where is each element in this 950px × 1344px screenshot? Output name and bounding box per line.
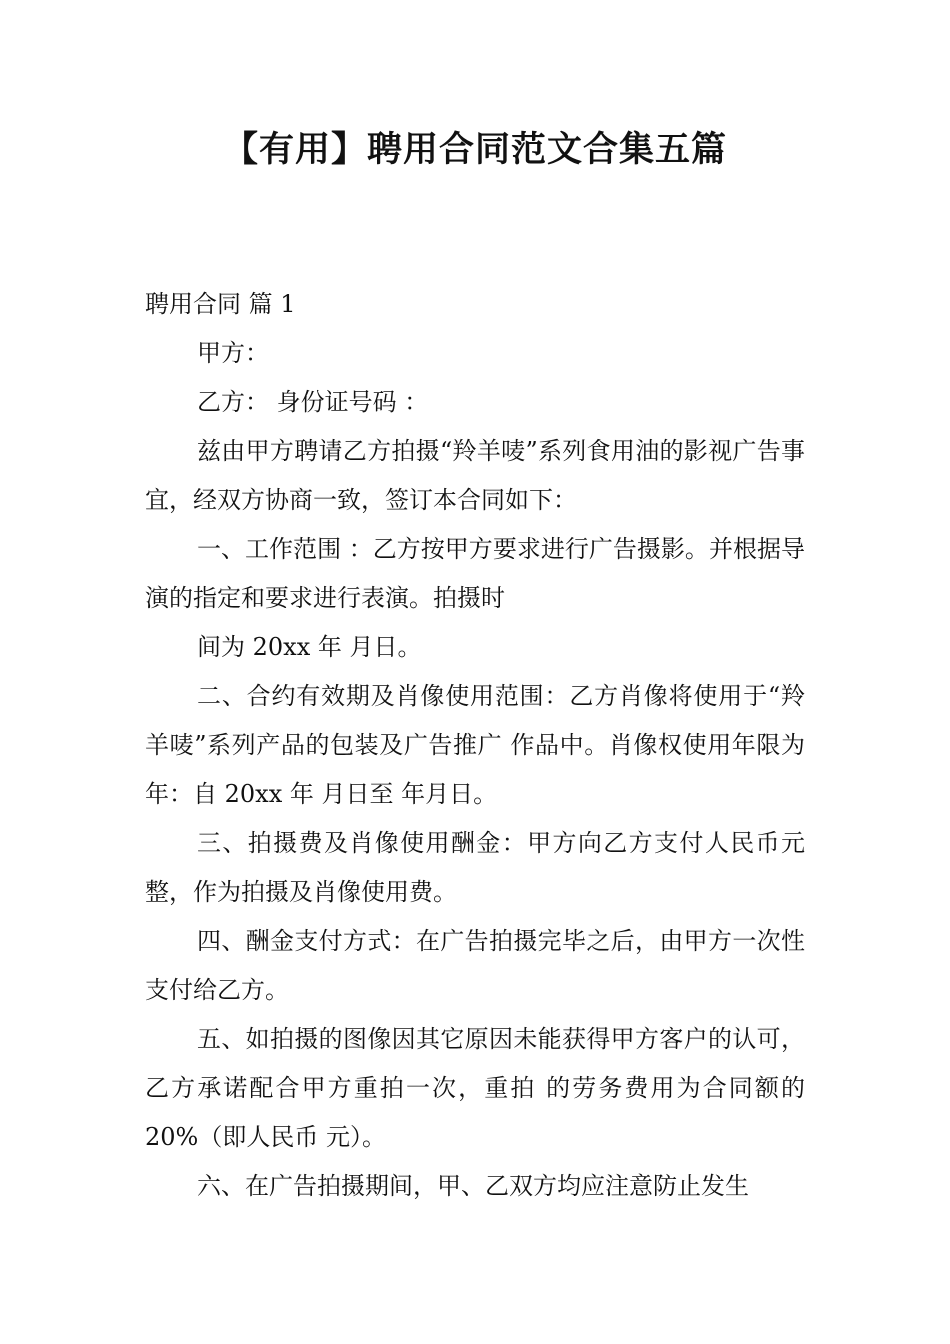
document-title: 【有用】聘用合同范文合集五篇 (222, 130, 727, 170)
document-body (145, 280, 805, 1211)
preamble-paragraph: 兹由甲方聘请乙方拍摄“羚羊唛”系列食用油的影视广告事宜，经双方协商一致，签订本合同如下： (145, 437, 805, 514)
party-b-line: 乙方： 身份证号码 ： (197, 388, 429, 416)
clause-3-paragraph: 三、拍摄费及肖像使用酬金：甲方向乙方支付人民币元整，作为拍摄及肖像使用费。 (145, 829, 805, 906)
clause-2-paragraph: 二、合约有效期及肖像使用范围：乙方肖像将使用于“羚羊唛”系列产品的包装及广告推广 作品中。肖像权使用年限为年：自 20xx 年 月日至 年月日。 (145, 682, 805, 808)
clause-6-paragraph: 六、在广告拍摄期间，甲、乙双方均应注意防止发生 (197, 1172, 749, 1200)
clause-4-paragraph: 四、酬金支付方式：在广告拍摄完毕之后，由甲方一次性支付给乙方。 (145, 927, 805, 1004)
clause-1-continuation: 间为 20xx 年 月日。 (197, 633, 422, 661)
section-heading: 聘用合同 篇 1 (145, 290, 296, 318)
clause-5-paragraph: 五、如拍摄的图像因其它原因未能获得甲方客户的认可，乙方承诺配合甲方重拍一次，重拍 的劳务费用为合同额的 20%（即人民币 元）。 (145, 1025, 805, 1151)
clause-1-paragraph: 一、工作范围 ：乙方按甲方要求进行广告摄影。并根据导演的指定和要求进行表演。拍摄时 (145, 535, 805, 612)
party-a-line: 甲方： (197, 339, 269, 367)
